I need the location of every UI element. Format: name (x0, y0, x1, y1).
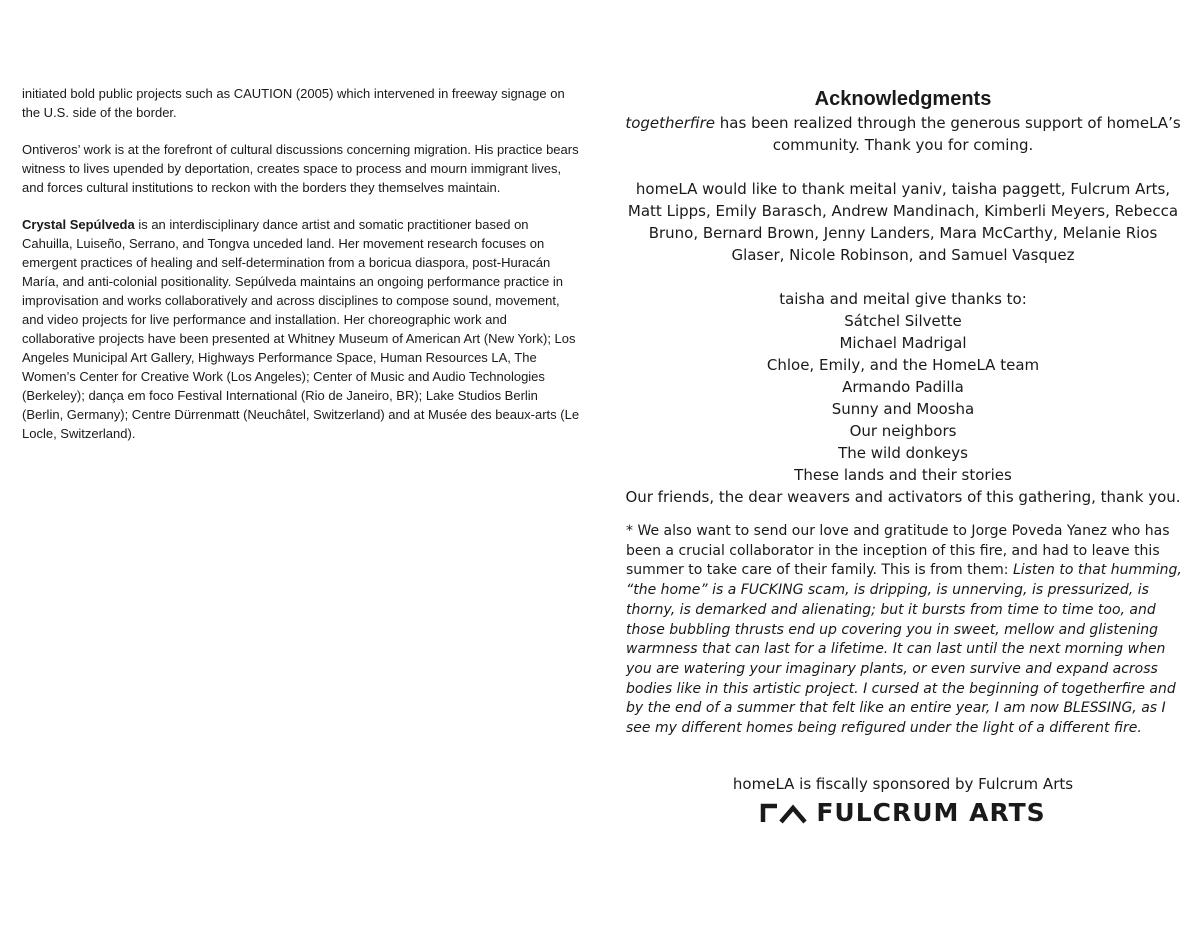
sepulveda-bio-text: is an interdisciplinary dance artist and somatic practitioner based on Cahuilla, Luiseño, Serrano, and Tongva unceded land. Her movement research focuses on emergent practices of healing and self-determination from a boricua diaspora, post-Huracán María, and anti-colonial positionality. Sepúlveda maintains an ongoing performance practice in improvisation and works collaboratively and across disciplines to compose sound, movement, and video projects for live performance and installation. Her choreographic work and collaborative projects have been presented at Whitney Museum of American Art (New York); Los Angeles Municipal Art Gallery, Highways Performance Space, Human Resources LA, The Women’s Center for Creative Work (Los Angeles); Center of Music and Audio Technologies (Berkeley); dança em foco Festival International (Rio de Janeiro, BR); Lake Studios Berlin (Berlin, Germany); Centre Dürrenmatt (Neuchâtel, Switzerland) and at Musée des beaux-arts (Le Locle, Switzerland). (22, 217, 580, 441)
acknowledgments-intro (622, 112, 1184, 156)
list-item: These lands and their stories (794, 466, 1012, 484)
sepulveda-bio (22, 215, 582, 443)
poveda-note (626, 522, 1184, 739)
poveda-note-text: * We also want to send our love and gratitude to Jorge Poveda Yanez who has been a crucial collaborator in the inception of this fire, and had to leave this summer to take care of their family. This is from them: (626, 523, 1170, 579)
ontiveros-work-paragraph: Ontiveros’ work is at the forefront of cultural discussions concerning migration. His practice bears witness to lives upended by deportation, creates space to process and mourn immigrant lives, and forces cultural institutions to reckon with the borders they themselves maintain. (22, 142, 579, 195)
list-item: Sunny and Moosha (831, 400, 975, 418)
list-item: The wild donkeys (838, 444, 968, 462)
thanks-list (622, 310, 1184, 508)
right-column (622, 86, 1184, 739)
thanks-heading: taisha and meital give thanks to: (779, 290, 1027, 308)
list-item: Chloe, Emily, and the HomeLA team (766, 356, 1040, 374)
homela-thanks: homeLA would like to thank meital yaniv, taisha paggett, Fulcrum Arts, Matt Lipps, Emily Barasch, Andrew Mandinach, Kimberli Meyers, Rebecca Bruno, Bernard Brown, Jenny Landers, Mara McCarthy, Melanie Rios Glaser, Nicole Robinson, and Samuel Vasquez (627, 180, 1179, 264)
left-column (22, 84, 582, 461)
list-item: Sátchel Silvette (844, 312, 962, 330)
sponsor-block (622, 774, 1184, 829)
list-item: Armando Padilla (842, 378, 964, 396)
fulcrum-logo-text: FULCRUM ARTS (816, 798, 1046, 827)
fulcrum-logo-icon (760, 802, 808, 824)
list-item: Our neighbors (849, 422, 957, 440)
sepulveda-name: Crystal Sepúlveda (22, 217, 135, 232)
list-item: Our friends, the dear weavers and activators of this gathering, thank you. (625, 488, 1181, 506)
togetherfire-title: togetherfire (625, 114, 716, 132)
acknowledgments-intro-text: has been realized through the generous support of homeLA’s community. Thank you for coming. (715, 114, 1181, 154)
ontiveros-bio-end: initiated bold public projects such as CAUTION (2005) which intervened in freeway signage on the U.S. side of the border. (22, 86, 565, 120)
list-item: Michael Madrigal (839, 334, 967, 352)
fulcrum-arts-logo (760, 798, 1045, 827)
poveda-quote: Listen to that humming, “the home” is a FUCKING scam, is dripping, is unnerving, is pressurized, is thorny, is demarked and alienating; but it bursts from time to time too, and those bubbling thrusts end up covering you in sweet, mellow and glistening warmness that can last for a lifetime. It can last until the next morning when you are watering your imaginary plants, or even survive and expand across bodies like in this artistic project. I cursed at the beginning of togetherfire and by the end of a summer that felt like an entire year, I am now BLESSING, as I see my different homes being refigured under the light of a different fire. (626, 562, 1182, 737)
sponsor-line: homeLA is fiscally sponsored by Fulcrum Arts (732, 775, 1074, 793)
acknowledgments-title: Acknowledgments (814, 88, 992, 110)
